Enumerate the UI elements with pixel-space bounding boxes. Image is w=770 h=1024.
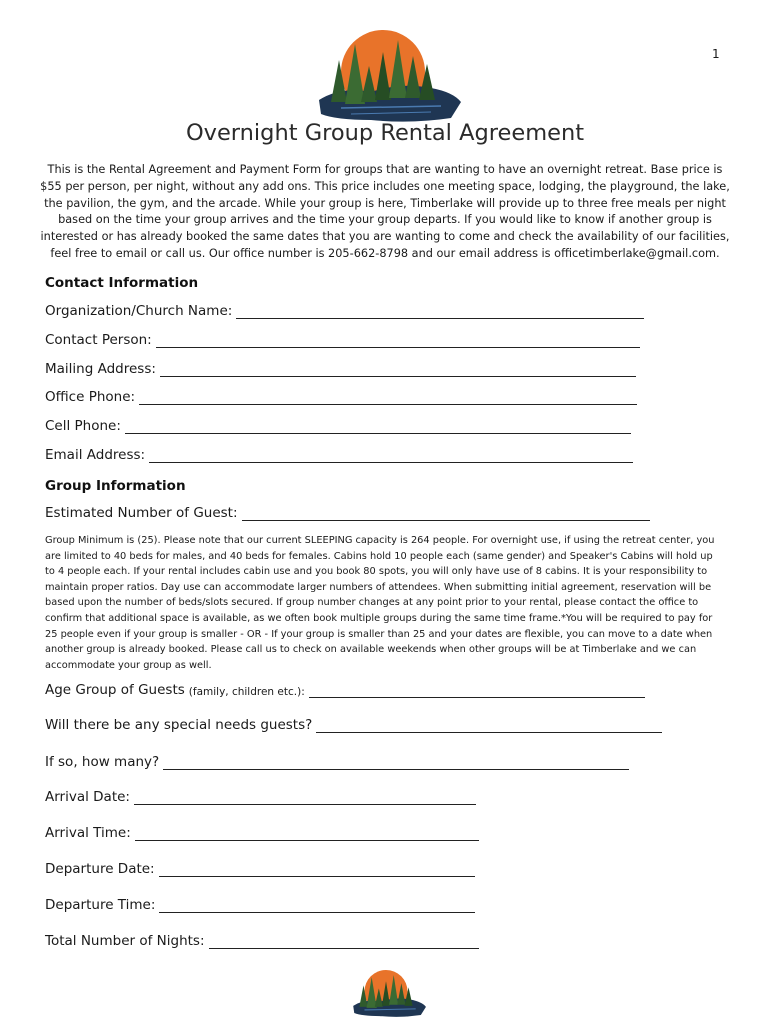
page-title: Overnight Group Rental Agreement <box>185 120 585 146</box>
mailing-address-field[interactable] <box>45 361 636 377</box>
intro-paragraph: This is the Rental Agreement and Payment Form for groups that are wanting to have an overnight retreat. Base price is $55 per person, per night, without any add ons. This price includes one meeting space, lodging, the playground, the lake, the pavilion, the gym, and the arcade. While your group is here, Timberlake will provide up to three free meals per night based on the time your group arrives and the time your group departs. If you would like to know if another group is interested or has already booked the same dates that you are wanting to come and check the availability of our facilities, feel free to email or call us. Our office number is 205-662-8798 and our email address is officetimberlake@gmail.com. <box>40 163 730 260</box>
cell-phone-label: Cell Phone: <box>45 418 121 434</box>
office-phone-field[interactable] <box>45 389 637 405</box>
total-nights-label: Total Number of Nights: <box>45 933 205 949</box>
age-group-field[interactable] <box>45 682 645 698</box>
cell-phone-line[interactable] <box>125 421 631 434</box>
how-many-label: If so, how many? <box>45 754 160 770</box>
age-group-note: (family, children etc.): <box>188 686 305 698</box>
estimated-guests-field[interactable] <box>45 505 650 521</box>
estimated-guests-label: Estimated Number of Guest: <box>45 505 238 521</box>
timberlake-logo-icon <box>301 22 465 124</box>
contact-person-label: Contact Person: <box>45 332 152 348</box>
departure-date-label: Departure Date: <box>45 861 155 877</box>
how-many-field[interactable] <box>45 754 629 770</box>
contact-person-line[interactable] <box>156 335 640 348</box>
departure-date-field[interactable] <box>45 861 475 877</box>
arrival-time-field[interactable] <box>45 825 479 841</box>
timberlake-footer-logo-icon <box>344 965 428 1019</box>
contact-person-field[interactable] <box>45 332 640 348</box>
arrival-date-field[interactable] <box>45 789 476 805</box>
how-many-line[interactable] <box>163 757 629 770</box>
email-field[interactable] <box>45 447 633 463</box>
contact-info-heading: Contact Information <box>45 275 199 291</box>
departure-time-label: Departure Time: <box>45 897 156 913</box>
arrival-date-line[interactable] <box>134 792 476 805</box>
group-info-heading: Group Information <box>45 478 186 494</box>
special-needs-label: Will there be any special needs guests? <box>45 717 313 733</box>
group-minimum-note: Group Minimum is (25). Please note that our current SLEEPING capacity is 264 people. For overnight use, if using the retreat center, you are limited to 40 beds for males, and 40 beds for females. Cabins hold 10 people each (same gender) and Speaker's Cabins will hold up to 4 people each. If your rental includes cabin use and you book 80 spots, you will only have use of 8 cabins. It is your responsibility to maintain proper ratios. Day use can accommodate larger numbers of attendees. When submitting initial agreement, reservation will be based upon the number of beds/slots secured. If group number changes at any point prior to your rental, please contact the office to confirm that additional space is available, as we often book multiple groups during the same time frame.*You will be required to pay for 25 people even if your group is smaller - OR - If your group is smaller than 25 and your dates are flexible, you can move to a date when another group is already booked. Please call us to check on available weekends when other groups will be at Timberlake and we can accommodate your group as well. <box>45 535 715 671</box>
special-needs-field[interactable] <box>45 717 662 733</box>
special-needs-line[interactable] <box>316 720 662 733</box>
arrival-time-line[interactable] <box>135 828 479 841</box>
arrival-time-label: Arrival Time: <box>45 825 131 841</box>
departure-date-line[interactable] <box>159 864 475 877</box>
total-nights-field[interactable] <box>45 933 479 949</box>
email-label: Email Address: <box>45 447 146 463</box>
age-group-label: Age Group of Guests <box>45 682 185 698</box>
organization-line[interactable] <box>236 306 644 319</box>
age-group-line[interactable] <box>309 685 645 698</box>
estimated-guests-line[interactable] <box>242 508 650 521</box>
cell-phone-field[interactable] <box>45 418 631 434</box>
organization-field[interactable] <box>45 303 644 319</box>
organization-label: Organization/Church Name: <box>45 303 233 319</box>
page-number: 1 <box>712 47 720 61</box>
departure-time-field[interactable] <box>45 897 475 913</box>
mailing-address-line[interactable] <box>160 364 636 377</box>
office-phone-line[interactable] <box>139 392 637 405</box>
email-line[interactable] <box>149 450 633 463</box>
office-phone-label: Office Phone: <box>45 389 136 405</box>
arrival-date-label: Arrival Date: <box>45 789 130 805</box>
mailing-address-label: Mailing Address: <box>45 361 156 377</box>
total-nights-line[interactable] <box>209 936 479 949</box>
departure-time-line[interactable] <box>159 900 475 913</box>
